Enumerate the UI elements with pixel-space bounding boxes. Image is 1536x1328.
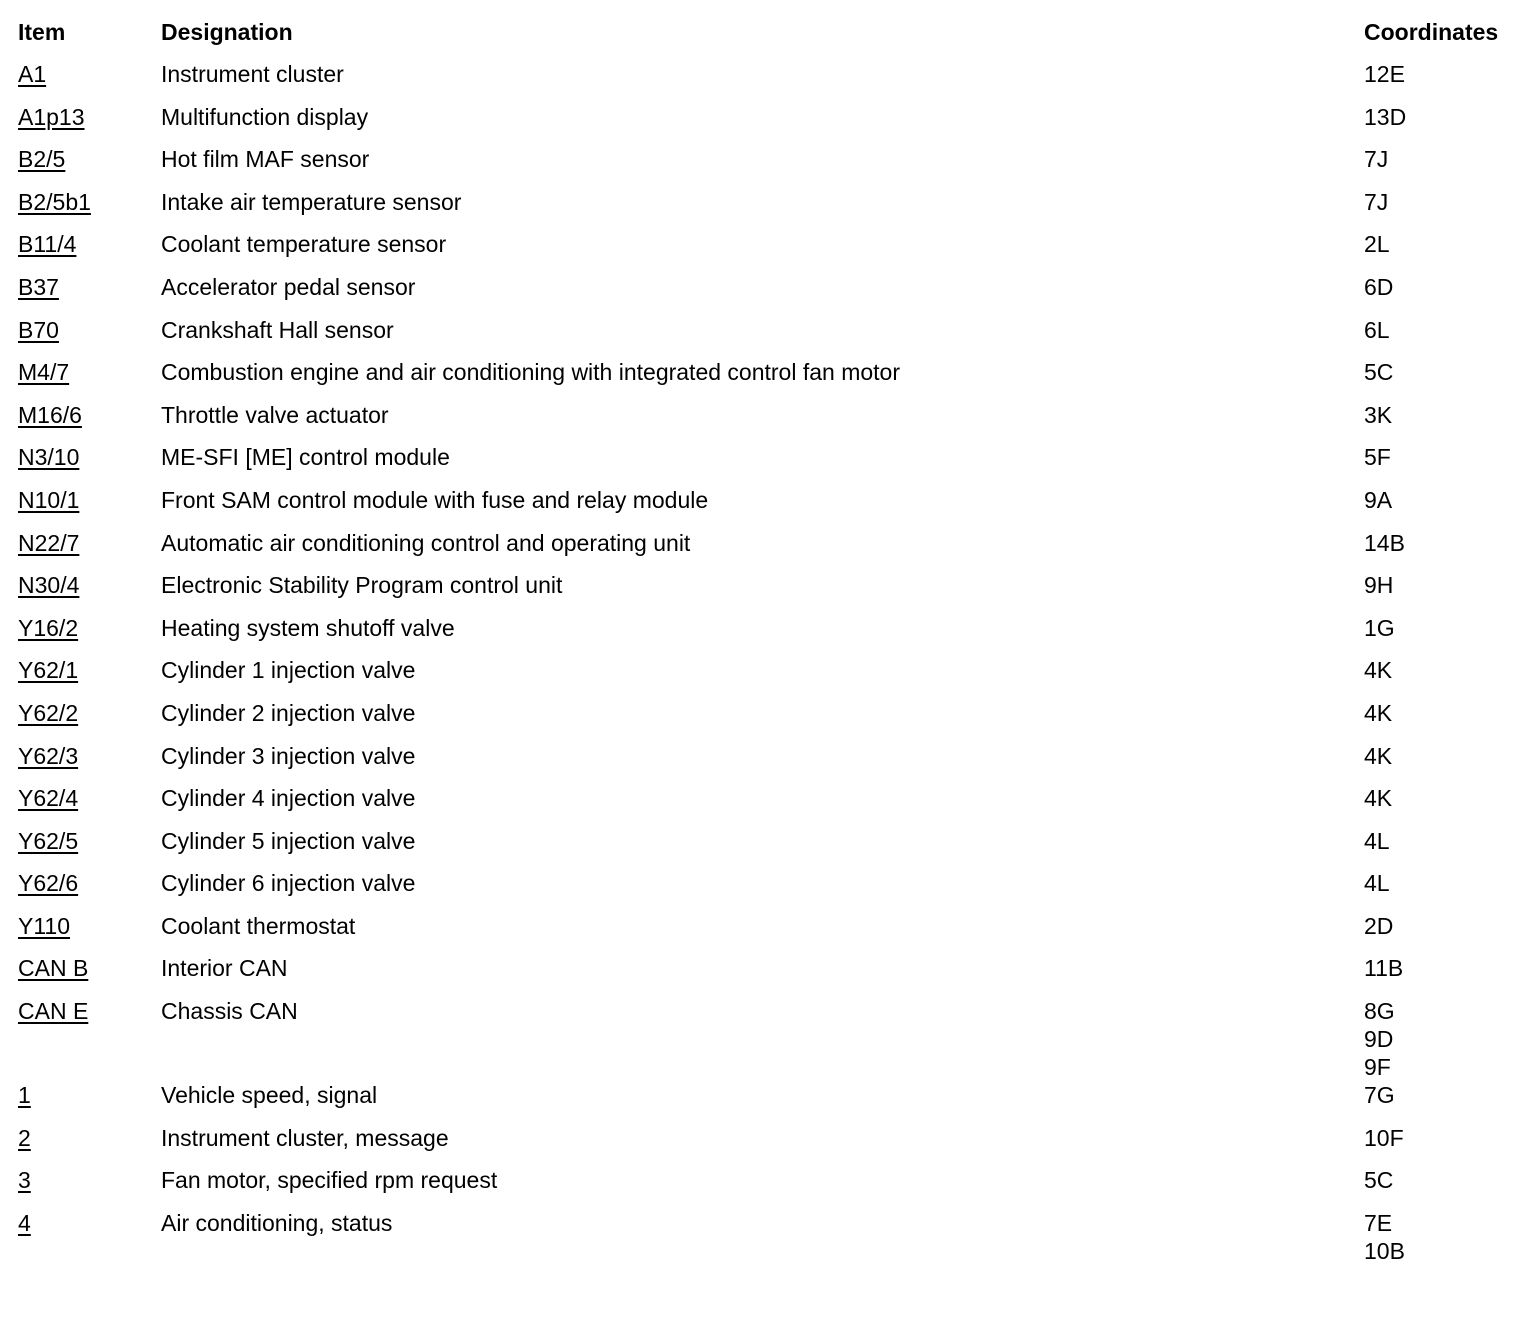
designation-cell: Hot film MAF sensor [161,146,370,173]
designation-cell: Cylinder 6 injection valve [161,870,416,897]
coordinate-value: 4K [1364,699,1393,726]
designation-cell: Automatic air conditioning control and operating unit [161,529,691,556]
table-row [0,1124,1536,1167]
coordinates-cell [1364,1209,1524,1265]
coordinate-value: 4L [1364,870,1390,897]
table-header-row [0,18,1536,60]
coordinate-value: 6L [1364,316,1390,343]
item-cell [18,358,161,386]
coordinate-value: 1G [1364,614,1395,641]
item-link[interactable]: M4/7 [18,359,70,386]
coordinates-cell [1364,230,1524,258]
table-row [0,699,1536,742]
item-cell [18,742,161,770]
item-cell [18,486,161,514]
item-link[interactable]: Y62/4 [18,785,79,812]
legend-table [0,18,1536,1265]
coordinates-cell [1364,656,1524,684]
coordinates-cell [1364,1081,1524,1109]
coordinates-cell [1364,614,1524,642]
item-link[interactable]: N3/10 [18,444,80,471]
item-link[interactable]: 4 [18,1209,31,1236]
item-cell [18,997,161,1025]
item-cell [18,869,161,897]
item-cell [18,443,161,471]
item-link[interactable]: Y110 [18,912,71,939]
table-row [0,103,1536,146]
item-link[interactable]: Y62/5 [18,827,79,854]
item-link[interactable]: Y62/6 [18,870,79,897]
coordinate-value: 8G [1364,998,1395,1025]
designation-cell: Intake air temperature sensor [161,188,462,215]
coordinate-value: 9F [1364,1054,1391,1081]
designation-cell: Heating system shutoff valve [161,614,455,641]
designation-cell: Instrument cluster, message [161,1124,449,1151]
item-cell [18,656,161,684]
item-cell [18,571,161,599]
coordinates-cell [1364,401,1524,429]
designation-cell: Chassis CAN [161,998,298,1025]
table-row [0,656,1536,699]
item-link[interactable]: A1p13 [18,103,85,130]
designation-cell: Electronic Stability Program control unit [161,572,563,599]
item-cell [18,60,161,88]
coordinate-value: 4K [1364,742,1393,769]
table-row [0,316,1536,359]
coordinate-value: 7J [1364,188,1389,215]
item-link[interactable]: M16/6 [18,401,82,428]
coordinates-cell [1364,60,1524,88]
item-link[interactable]: N10/1 [18,486,80,513]
item-cell [18,1124,161,1152]
table-row [0,358,1536,401]
item-cell [18,954,161,982]
header-designation: Designation [161,19,293,45]
coordinate-value: 4K [1364,785,1393,812]
designation-cell: Cylinder 1 injection valve [161,657,416,684]
table-row [0,60,1536,103]
designation-cell: Coolant temperature sensor [161,231,447,258]
item-link[interactable]: CAN E [18,998,89,1025]
table-row [0,188,1536,231]
table-row [0,954,1536,997]
coordinates-cell [1364,742,1524,770]
coordinates-cell [1364,827,1524,855]
item-link[interactable]: B11/4 [18,231,77,258]
table-row [0,145,1536,188]
coordinates-cell [1364,997,1524,1081]
item-cell [18,273,161,301]
item-cell [18,103,161,131]
coordinate-value: 5F [1364,444,1391,471]
designation-cell: Instrument cluster [161,61,344,87]
coordinates-cell [1364,912,1524,940]
table-row [0,230,1536,273]
designation-cell: ME-SFI [ME] control module [161,444,450,471]
item-cell [18,1081,161,1109]
item-link[interactable]: 2 [18,1124,31,1151]
table-row [0,1209,1536,1265]
coordinate-value: 4L [1364,827,1390,854]
coordinate-value: 2D [1364,912,1394,939]
item-cell [18,614,161,642]
item-cell [18,188,161,216]
coordinates-cell [1364,784,1524,812]
coordinate-value: 12E [1364,61,1405,87]
item-link[interactable]: 3 [18,1167,31,1194]
coordinate-value: 5C [1364,359,1394,386]
item-link[interactable]: 1 [18,1082,31,1109]
designation-cell: Throttle valve actuator [161,401,389,428]
coordinate-value: 9D [1364,1026,1394,1053]
coordinate-value: 13D [1364,103,1407,130]
table-row [0,869,1536,912]
coordinate-value: 6D [1364,273,1394,300]
designation-cell: Vehicle speed, signal [161,1082,378,1109]
designation-cell: Cylinder 4 injection valve [161,785,416,812]
coordinates-cell [1364,699,1524,727]
coordinates-cell [1364,188,1524,216]
table-body [0,60,1536,1265]
coordinates-cell [1364,103,1524,131]
designation-cell: Front SAM control module with fuse and relay module [161,486,709,513]
item-link[interactable]: B2/5 [18,146,66,173]
item-link[interactable]: B70 [18,316,59,343]
item-link[interactable]: B37 [18,273,59,300]
item-link[interactable]: Y62/3 [18,742,79,769]
coordinate-value: 11B [1364,955,1404,982]
table-row [0,571,1536,614]
item-link[interactable]: N22/7 [18,529,80,556]
coordinate-value: 10F [1364,1124,1404,1151]
designation-cell: Air conditioning, status [161,1209,393,1236]
table-row [0,997,1536,1081]
designation-cell: Cylinder 5 injection valve [161,827,416,854]
coordinate-value: 9H [1364,572,1394,599]
coordinates-cell [1364,358,1524,386]
coordinates-cell [1364,529,1524,557]
item-link[interactable]: N30/4 [18,572,80,599]
coordinates-cell [1364,443,1524,471]
designation-cell: Crankshaft Hall sensor [161,316,394,343]
coordinate-value: 7G [1364,1082,1395,1109]
item-cell [18,827,161,855]
item-link[interactable]: B2/5b1 [18,188,91,215]
item-link[interactable]: CAN B [18,955,89,982]
item-cell [18,1166,161,1194]
item-cell [18,699,161,727]
coordinate-value: 4K [1364,657,1393,684]
item-cell [18,145,161,173]
table-row [0,443,1536,486]
table-row [0,912,1536,955]
coordinate-value: 3K [1364,401,1393,428]
coordinates-cell [1364,273,1524,301]
item-cell [18,912,161,940]
coordinate-value: 14B [1364,529,1405,556]
coordinates-cell [1364,145,1524,173]
coordinate-value: 10B [1364,1237,1405,1264]
table-row [0,529,1536,572]
designation-cell: Coolant thermostat [161,912,356,939]
designation-cell: Combustion engine and air conditioning with integrated control fan motor [161,359,900,386]
item-link[interactable]: Y62/2 [18,699,79,726]
coordinate-value: 5C [1364,1167,1394,1194]
item-cell [18,784,161,812]
coordinate-value: 7E [1364,1209,1393,1236]
coordinates-cell [1364,486,1524,514]
coordinates-cell [1364,1166,1524,1194]
item-cell [18,230,161,258]
header-coordinates: Coordinates [1364,19,1499,45]
coordinates-cell [1364,571,1524,599]
item-link[interactable]: A1 [18,61,47,87]
item-cell [18,529,161,557]
designation-cell: Fan motor, specified rpm request [161,1167,498,1194]
table-row [0,784,1536,827]
table-row [0,1166,1536,1209]
coordinates-cell [1364,1124,1524,1152]
coordinates-cell [1364,869,1524,897]
item-cell [18,1209,161,1237]
item-link[interactable]: Y62/1 [18,657,79,684]
table-row [0,1081,1536,1124]
coordinates-cell [1364,954,1524,982]
designation-cell: Accelerator pedal sensor [161,273,416,300]
designation-cell: Interior CAN [161,955,288,982]
designation-cell: Cylinder 3 injection valve [161,742,416,769]
table-row [0,401,1536,444]
coordinate-value: 2L [1364,231,1390,258]
item-cell [18,316,161,344]
coordinate-value: 7J [1364,146,1389,173]
coordinate-value: 9A [1364,486,1393,513]
item-link[interactable]: Y16/2 [18,614,79,641]
table-row [0,614,1536,657]
table-row [0,827,1536,870]
header-item: Item [18,19,66,45]
designation-cell: Multifunction display [161,103,369,130]
table-row [0,742,1536,785]
coordinates-cell [1364,316,1524,344]
item-cell [18,401,161,429]
table-row [0,273,1536,316]
table-row [0,486,1536,529]
designation-cell: Cylinder 2 injection valve [161,699,416,726]
